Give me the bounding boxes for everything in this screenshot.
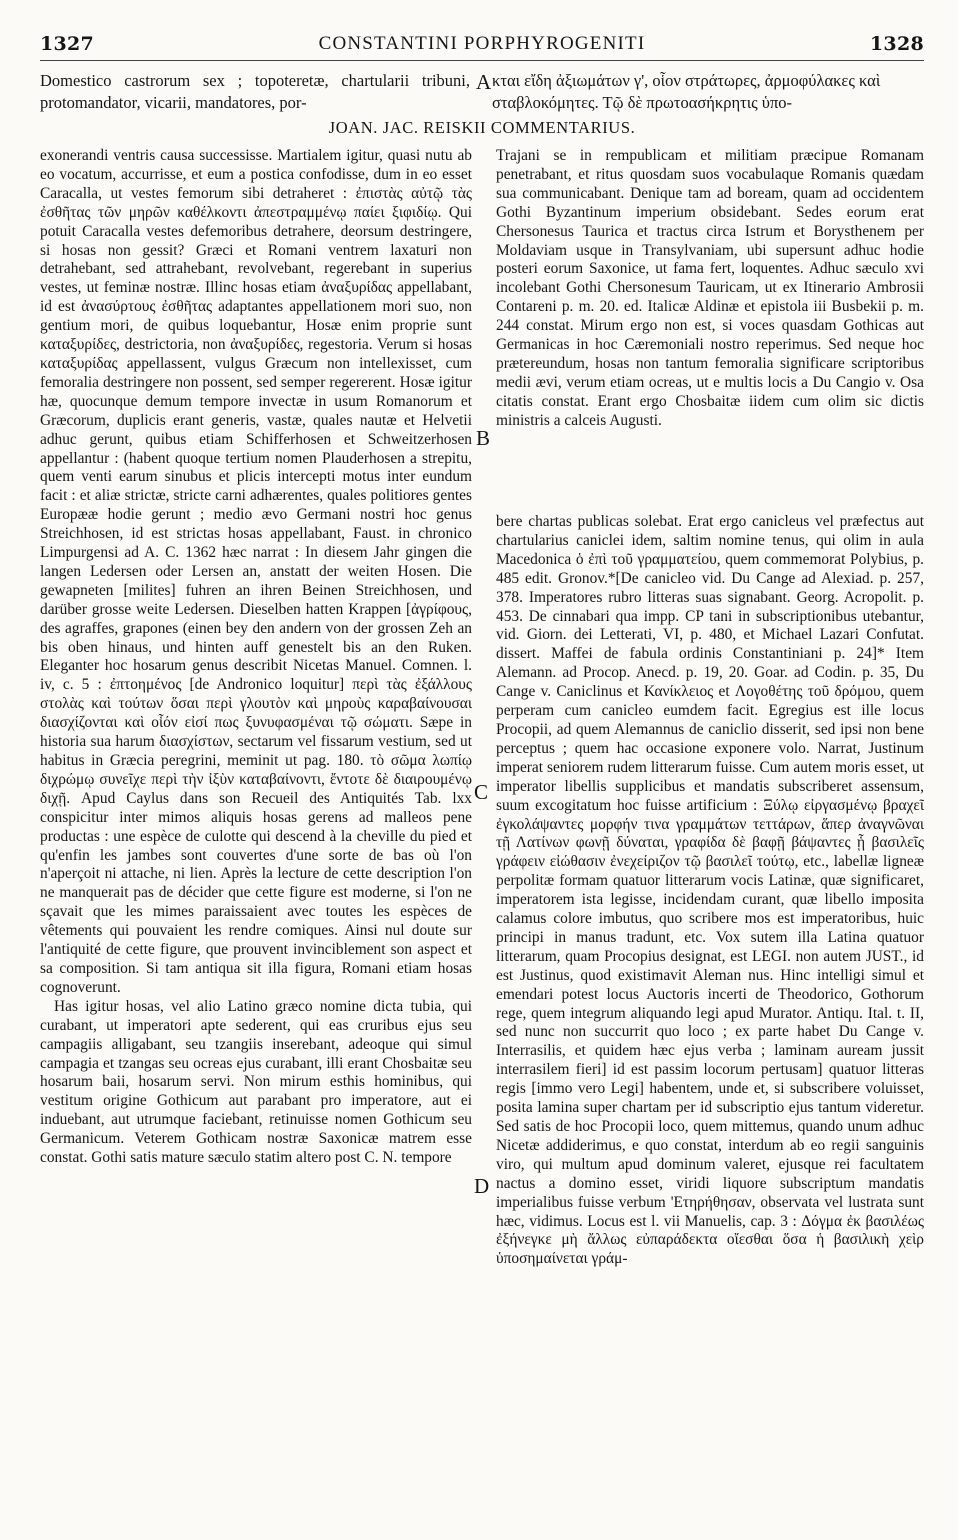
margin-letter-b: B <box>476 426 491 450</box>
paragraph: Trajani se in rempublicam et militiam præcipue Romanam penetrabant, et ritus quosdam suos vocabulaque Romanis quædam sua communicabant. Denique tam ad boream, quam ad occidentem Gothi Byzantinum imperium obsidebant. Sedes eorum erat Chersonesus Taurica et tractus circa Istrum et Borysthenem per Moldaviam usque in Transylvaniam, ubi supersunt adhuc hodie posteri eorum Saxonice, ut fama fert, loquentes. Adhuc sæculo xvi incolebant Gothi Chersonesum Tauricam, ut ex Itinerario Ambrosii Contareni p. m. 20. ed. Italicæ Aldinæ et epistola iii Busbekii p. m. 244 constat. Mirum ergo non est, si voces quasdam Gothicas aut Germanicas in hoc Cæremoniali nostro reperimus. Sed neque hoc prætereundum, hosas non tantum femoralia significare scriptoribus medii ævi, verum etiam ocreas, ut e multis locis a Du Cangio v. Osa citatis constat. Erant ergo Chosbaitæ iidem cum olim sic dictis ministris a calceis Augusti. <box>496 147 924 429</box>
running-title: CONSTANTINI PORPHYROGENITI <box>318 33 646 54</box>
paragraph: Has igitur hosas, vel alio Latino græco nomine dicta tubia, qui curabant, ut imperatori apte sederent, qui eas cruribus ejus seu campagiis alligabant, seu tzangiis inserebant, adeoque qui simul campagia et tzangas seu ocreas ejus curabant, illi erant Chosbaitæ seu hosarum baii, hosarum servi. Non mirum esthis hominibus, qui vestitum origine Gothicum aut parabant pro imperatore, aut ei induebant, aut utrumque faciebant, retinuisse nomen Gothicum seu Germanicum. Veterem Gothicam nostræ Saxonicæ matrem esse constat. Gothi satis mature sæculo statim altero post C. N. tempore <box>40 997 472 1167</box>
commentary-title: JOAN. JAC. REISKII COMMENTARIUS. <box>328 118 636 137</box>
margin-letter-c: C <box>474 780 489 804</box>
running-header <box>40 33 924 61</box>
margin-letter-d: D <box>474 1174 490 1198</box>
text-top-right: κται εἴδη ἀξιωμάτων γ', οἷον στράτωρες, ἀρμοφύλακες καὶ σταβλοκόμητες. Τῷ δὲ πρωτοασήκρητις ὑπο- <box>492 71 881 112</box>
commentary-column-right-top <box>496 147 924 495</box>
text-top-left: Domestico castrorum sex ; topoteretæ, chartularii tribuni, protomandator, vicarii, mandatores, por- <box>40 71 470 112</box>
page-number-left: 1327 <box>40 33 95 55</box>
commentary-column-left <box>40 147 472 1527</box>
paragraph: exonerandi ventris causa successisse. Martialem igitur, quasi nutu ab eo vocatum, accurrisse, et eum a postica confodisse, dum in eo esset Caracalla, ut vestes femorum sibi detraheret : ἐπιστὰς αὐτῷ τὰς ἐσθῆτας τῶν μηρῶν καθέλκοντι ἀπεστραμμένῳ παίει ξιφιδίῳ. Qui potuit Caracalla vestes defemoribus detrahere, deorsum destringere, si hosas non gessit? Græci et Romani ventrem laxaturi non detrahebant, sed attrahebant, revolvebant, regerebant in superius vestes, ut feminæ nostræ. Illinc hosas etiam ἀναξυρίδας appellabant, id est ἀνασύρτους ἐσθῆτας adaptantes appellationem mori suo, non gentium mori, de quibus loquebantur, Hosæ enim proprie sunt καταξυρίδες, destrictoria, non ἀναξυρίδες, regestoria. Verum si hosas καταξυρίδας appellassent, vulgus Græcum non intellexisset, cum femoralia destringere non possent, sed semper regererent. Hosæ igitur hæ, quocunque demum tempore invectæ in usum Romanorum et Græcorum, duplicis erant generis, vastæ, quales nautæ et Helvetii adhuc gerunt, quibus etiam Schifferhosen et Schweitzerhosen appellantur : (habent quoque tertium nomen Plauderhosen a strepitu, quem venti earum sinubus et plicis intercepti motus inter eundum facit : et aliæ strictæ, stricte carni adhærentes, quales politiores gentes Europææ hodie gerunt ; medio ævo Germani nostri hoc genus Streichhosen, id est strictas hosas appellabant, Faust. in chronico Limpurgensi ad A. C. 1362 hæc narrat : In diesem Jahr gingen die langen Ledersen oder Lersen an, anstatt der weiten Hosen. Die gewapneten [milites] fuhren an ihren Beinen Streichhosen, und darüber grosse weite Ledersen. Dieselben hatten Krappen [ἀγρίφους, des agraffes, grapones (einen bey den andern von der grossen Zeh an bis oben hinaus, und hinten auff genestelt bis an den Ruken. Eleganter hoc hosarum genus describit Nicetas Manuel. Comnen. l. iv, c. 5 : ἐπτοημένος [de Andronico loquitur] περὶ τὰς ἐξάλλους στολὰς καὶ τούτων ὅσαι περὶ γλουτὸν καὶ μηροὺς καραβαίνουσαι διασχίζονται καὶ οἷόν εἰσί πως ξυνυφασμέναι τῷ σώματι. Sæpe in historia sua harum διασχίστων, sectarum vel fissarum vestium, sed ut habitus in Græcia peregrini, meminit ut pag. 180. τὸ σῶμα λωπίῳ διχρώμῳ συνεῖχε περὶ τὴν ἰξὺν καταβαίνοντι, ἔντοτε δὲ διαιρουμένῳ διχῇ. Apud Caylus dans son Recueil des Antiquités Tab. lxx conspicitur inter mimos aliquis hosas gerens ad malleos pene productas : une espèce de culotte qui descend à la cheville du pied et qu'enfin les jambes sont couvertes d'une sorte de bas où l'on n'aperçoit ni attache, ni lien. Après la lecture de cette description l'on ne manquerait pas de décider que cette figure est moderne, si l'on ne sçavait que les mimes paraissaient avec toutes les espèces de vêtements qui pouvaient les rendre comiques. Ainsi nul doute sur l'antiquité de cette figure, que prouvent invinciblement son aspect et sa composition. Si tam antiqua sit illa figura, Romani etiam hosas cognoverunt. <box>40 147 472 996</box>
margin-letter-a: A <box>476 70 492 94</box>
paragraph: bere chartas publicas solebat. Erat ergo canicleus vel præfectus aut chartularius caniclei idem, saltim nomine tenus, qui olim in aula Macedonica ὁ ἐπὶ τοῦ γραμματείου, quem commemorat Polybius, p. 485 edit. Gronov.*[De canicleo vid. Du Cange ad Alexiad. p. 257, 378. Imperatores rubro litteras suas signabant. Georg. Acropolit. p. 453. De cinnabari qua impp. CP tani in subscriptionibus utebantur, vid. Giorn. dei Letterati, VI, p. 480, et Michael Lazari Confutat. dissert. Maffei de fabula ordinis Constantiniani p. 24]* Item Alemann. ad Procop. Anecd. p. 19, 20. Goar. ad Codin. p. 35, Du Cange v. Caniclinus et Κανίκλειος et Λογοθέτης τοῦ δρόμου, quem perperam cum canicleo eumdem facit. Egregius est ille locus Procopii, ad quem Alemannus de caniclio disserit, sed ipsi non bene perceptus ; quem hac occasione exponere volo. Narrat, Justinum imperat seniorem rudem litterarum fuisse. Cum autem moris esset, ut imperator libellis supplicibus et mandatis subscriberet assensum, suum excogitatum hoc fuisse artificium : Ξύλῳ εἰργασμένῳ βραχεῖ ἐγκολάψαντες μορφήν τινα γραμμάτων τεττάρων, ἅπερ ἀναγνῶναι τῇ Λατίνων φωνῇ δύναται, γραφίδα δὲ βαφῇ βάψαντες ᾗ βασιλεῖς γράφειν εἰώθασιν ἐνεχείριζον τῷ βασιλεῖ τούτῳ, etc., labellæ ligneæ perpolitæ formam quatuor litterarum vocis Latinæ, quæ significaret, imperatorem ista legisse, incidendam curant, quæ libello imposita calamus colore imbutus, quo scribere mos est imperatoribus, huic principi in manus tradunt, etc. Vox sutem illa Latina quatuor litterarum, quam Procopius designat, est LEGI. non autem JUST., id est Justinus, quod existimavit Aleman nus. Hinc intelligi simul et emendari potest locus Auctoris incerti de Theodorico, Gothorum rege, quem integrum aliquando legi apud Murator. Antiqu. Ital. t. II, sed nunc non succurrit quo loco ; ex parte habet Du Cange v. Interrasilis, et quidem hæc ejus verba ; laminam auream jussit interrasilem fieri] id est passim locorum pertusam] quatuor litteras regis [immo vero Legi] habentem, unde et, si subscribere voluisset, posita lamina super chartam per id subscriptio ejus tantum videretur. Sed satis de hoc Procopii loco, quem mittemus, quando unum adhuc Nicetæ addiderimus, e quo constat, interdum ab eo regii sanguinis viro, qui multum apud dominum valeret, ejusque rei facultatem nactus a domino esset, viridi liquore subscriptum mandatis imperialibus fuisse verbum 'Ετηρήθησαν, observata vel lustrata sunt hæc, vidimus. Locus est l. vii Manuelis, cap. 3 : Δόγμα ἐκ βασιλέως ἐξήνεγκε μὴ ἄλλως εὐπαράδεκτα οἴεσθαι ὅσα ἡ βασιλικὴ χεὶρ ὑποσημαίνεται γράμ- <box>496 513 924 1268</box>
page-number-right: 1328 <box>869 33 924 55</box>
header-rule <box>40 60 924 61</box>
commentary-column-right-bottom <box>496 513 924 1527</box>
